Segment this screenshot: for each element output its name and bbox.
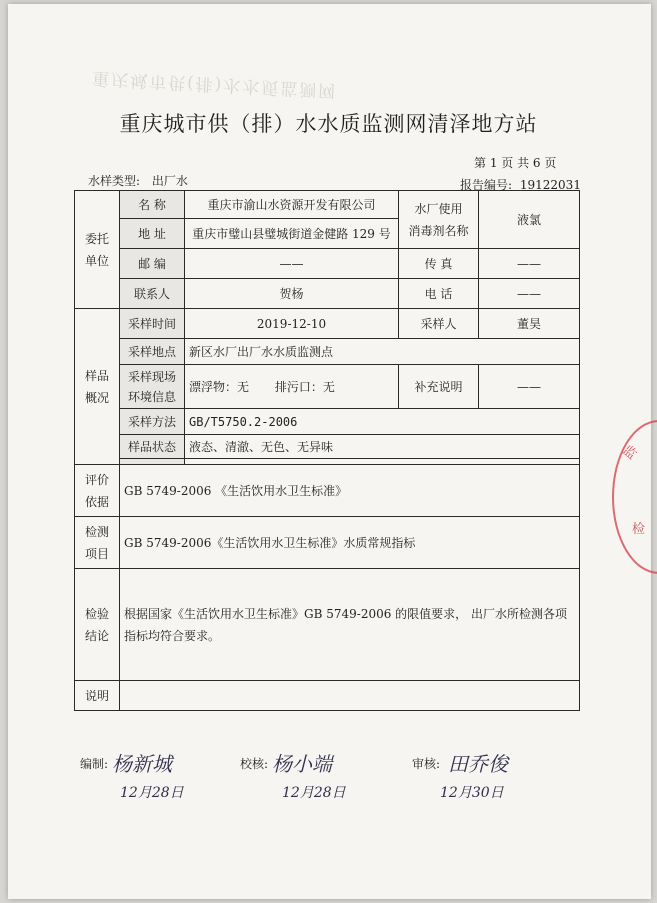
address-label: 地 址 xyxy=(120,219,185,249)
editor-signature: 杨新城 xyxy=(112,752,172,776)
sample-place-value: 新区水厂出厂水水质监测点 xyxy=(185,339,580,365)
red-seal-stamp: 监 检 xyxy=(612,420,657,574)
env-label: 采样现场 环境信息 xyxy=(120,365,185,409)
name-label: 名 称 xyxy=(120,191,185,219)
report-table xyxy=(74,190,580,711)
sample-section-label: 样品 概况 xyxy=(75,309,120,465)
eval-basis-value: GB 5749-2006 《生活饮用水卫生标准》 xyxy=(120,465,580,517)
sample-type xyxy=(88,172,188,189)
floating-matter: 漂浮物：无 xyxy=(189,380,250,394)
client-section-label: 委托 单位 xyxy=(75,191,120,309)
page-info: 第 1 页 共 6 页 xyxy=(474,156,557,170)
checker-label: 校核: xyxy=(240,757,269,771)
report-number-label: 报告编号: xyxy=(460,178,513,192)
sewage-outlet: 排污口：无 xyxy=(274,380,335,394)
checker-date: 12月28日 xyxy=(282,785,346,801)
method-value: GB/T5750.2-2006 xyxy=(185,409,580,435)
reviewer-label: 审核: xyxy=(412,757,441,771)
sampler-value: 董昊 xyxy=(479,309,580,339)
name-value: 重庆市渝山水资源开发有限公司 xyxy=(185,191,399,219)
bleed-through-text: 重庆城市供(排)水水质监测网 xyxy=(91,67,338,101)
method-label: 采样方法 xyxy=(120,409,185,435)
editor-label: 编制: xyxy=(80,757,109,771)
fax-label: 传 真 xyxy=(399,249,479,279)
document-title: 重庆城市供（排）水水质监测网清泽地方站 xyxy=(119,112,538,136)
sample-place-label: 采样地点 xyxy=(120,339,185,365)
contact-value: 贺杨 xyxy=(185,279,399,309)
sample-type-label: 水样类型: xyxy=(88,174,141,188)
postcode-label: 邮 编 xyxy=(120,249,185,279)
disinfectant-label: 水厂使用 消毒剂名称 xyxy=(399,191,479,249)
supplement-label: 补充说明 xyxy=(399,365,479,409)
sample-time-value: 2019-12-10 xyxy=(185,309,399,339)
report-number-value: 19122031 xyxy=(519,178,581,192)
state-value: 液态、清澈、无色、无异味 xyxy=(185,435,580,459)
checker-signature: 杨小端 xyxy=(272,752,332,776)
reviewer-date: 12月30日 xyxy=(440,785,504,801)
address-value: 重庆市璧山县璧城街道金健路 129 号 xyxy=(185,219,399,249)
sampler-label: 采样人 xyxy=(399,309,479,339)
env-values xyxy=(185,365,399,409)
test-items-value: GB 5749-2006《生活饮用水卫生标准》水质常规指标 xyxy=(120,517,580,569)
supplement-value: —— xyxy=(479,365,580,409)
phone-value: —— xyxy=(479,279,580,309)
disinfectant-value: 液氯 xyxy=(479,191,580,249)
postcode-value: —— xyxy=(185,249,399,279)
conclusion-value: 根据国家《生活饮用水卫生标准》GB 5749-2006 的限值要求， 出厂水所检测各项指标均符合要求。 xyxy=(120,569,580,681)
remarks-label: 说明 xyxy=(75,681,120,711)
sample-type-value: 出厂水 xyxy=(151,174,188,188)
eval-basis-label: 评价 依据 xyxy=(75,465,120,517)
state-label: 样品状态 xyxy=(120,435,185,459)
conclusion-label: 检验 结论 xyxy=(75,569,120,681)
reviewer-signature: 田乔俊 xyxy=(448,752,508,776)
phone-label: 电 话 xyxy=(399,279,479,309)
editor-date: 12月28日 xyxy=(120,785,184,801)
remarks-value xyxy=(120,681,580,711)
fax-value: —— xyxy=(479,249,580,279)
sample-time-label: 采样时间 xyxy=(120,309,185,339)
contact-label: 联系人 xyxy=(120,279,185,309)
test-items-label: 检测 项目 xyxy=(75,517,120,569)
